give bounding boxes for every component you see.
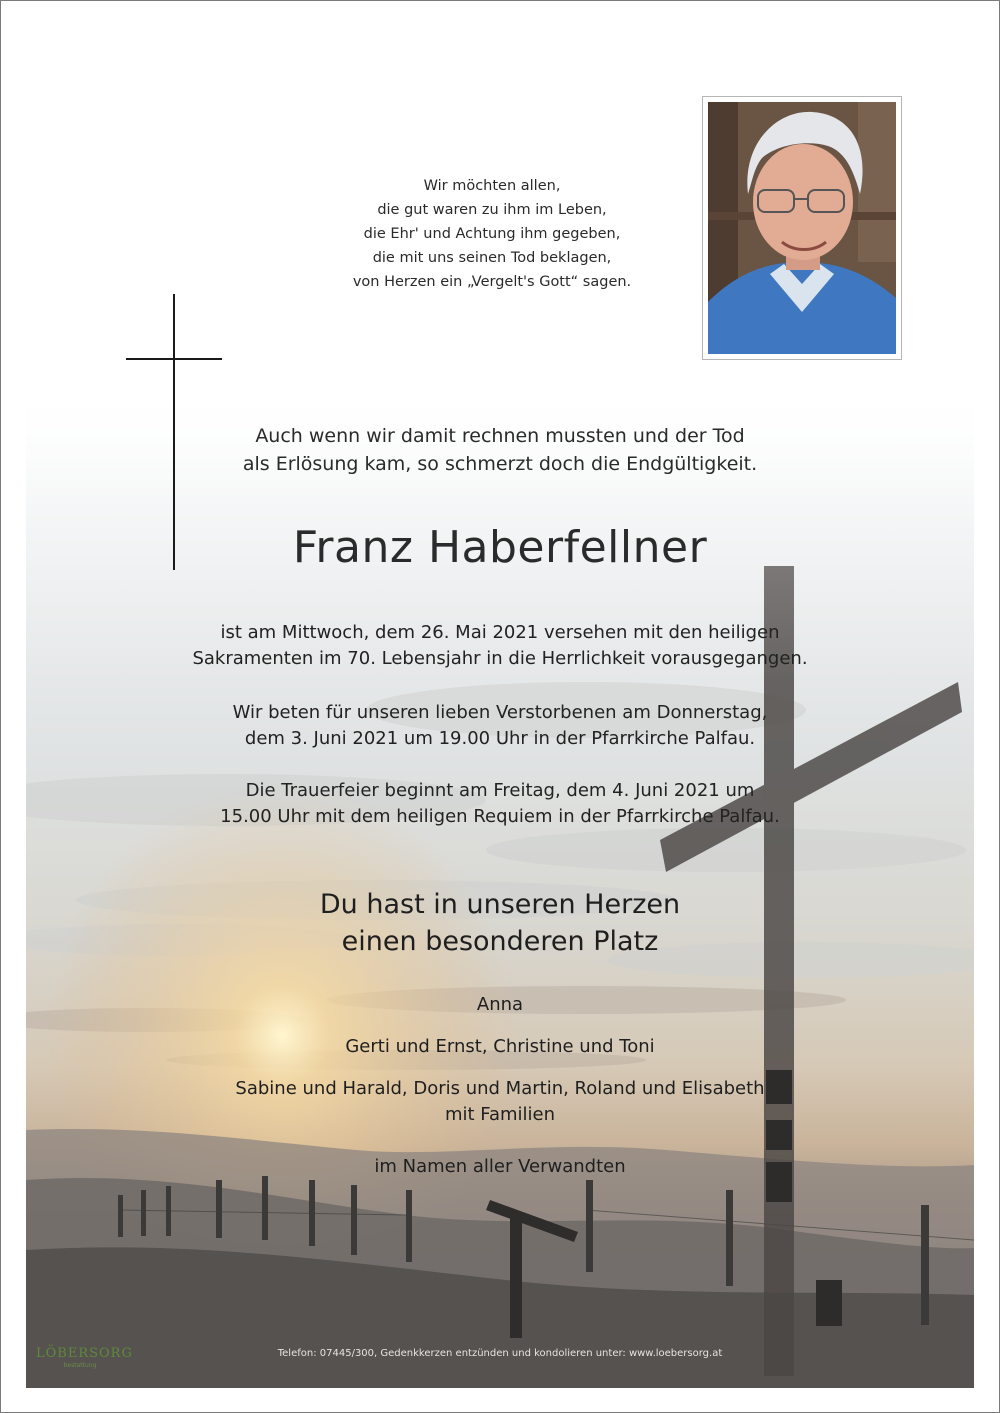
paragraph-line: 15.00 Uhr mit dem heiligen Requiem in der Pfarrkirche Palfau. xyxy=(220,806,780,827)
family-members: Gerti und Ernst, Christine und Toni xyxy=(345,1036,655,1057)
paragraph-line: Wir beten für unseren lieben Verstorbenen am Donnerstag, xyxy=(232,702,768,723)
paragraph-line: Sakramenten im 70. Lebensjahr in die Herrlichkeit vorausgegangen. xyxy=(192,648,808,669)
quote-line: die Ehr' und Achtung ihm gegeben, xyxy=(363,226,621,242)
motto-line-2: einen besonderen Platz xyxy=(341,926,659,957)
paragraph-line: ist am Mittwoch, dem 26. Mai 2021 versehen mit den heiligen xyxy=(220,622,780,643)
prayer-notice-paragraph xyxy=(150,700,850,752)
family-line: mit Familien xyxy=(444,1104,556,1125)
funeral-notice-paragraph xyxy=(150,778,850,830)
motto-line-1: Du hast in unseren Herzen xyxy=(319,889,681,920)
memorial-motto xyxy=(150,886,850,960)
contact-footer: Telefon: 07445/300, Gedenkkerzen entzünden und kondolieren unter: www.loebersorg.at xyxy=(277,1348,723,1359)
relatives-closing: im Namen aller Verwandten xyxy=(374,1156,626,1177)
quote-line: die mit uns seinen Tod beklagen, xyxy=(372,250,612,266)
portrait-frame xyxy=(702,96,902,360)
paragraph-line: Die Trauerfeier beginnt am Freitag, dem 4. Juni 2021 um xyxy=(245,780,755,801)
deceased-name: Franz Haberfellner xyxy=(292,522,708,573)
quote-line: von Herzen ein „Vergelt's Gott“ sagen. xyxy=(352,274,632,290)
death-notice-paragraph xyxy=(150,620,850,672)
intro-line-1: Auch wenn wir damit rechnen mussten und der Tod xyxy=(255,425,745,447)
portrait-photo xyxy=(708,102,896,354)
quote-line: die gut waren zu ihm im Leben, xyxy=(377,202,607,218)
quote-line: Wir möchten allen, xyxy=(423,178,561,194)
funeral-home-logo: LÖBERSORG xyxy=(36,1346,133,1361)
family-member: Anna xyxy=(476,994,524,1015)
family-line: Sabine und Harald, Doris und Martin, Roland und Elisabeth xyxy=(235,1078,765,1099)
memorial-quote xyxy=(300,174,684,294)
intro-text xyxy=(150,422,850,478)
latin-cross-icon-bar xyxy=(126,358,222,360)
family-members xyxy=(150,1076,850,1128)
paragraph-line: dem 3. Juni 2021 um 19.00 Uhr in der Pfarrkirche Palfau. xyxy=(244,728,756,749)
funeral-home-logo-sub: bestattung xyxy=(63,1362,97,1369)
intro-line-2: als Erlösung kam, so schmerzt doch die Endgültigkeit. xyxy=(242,453,758,475)
